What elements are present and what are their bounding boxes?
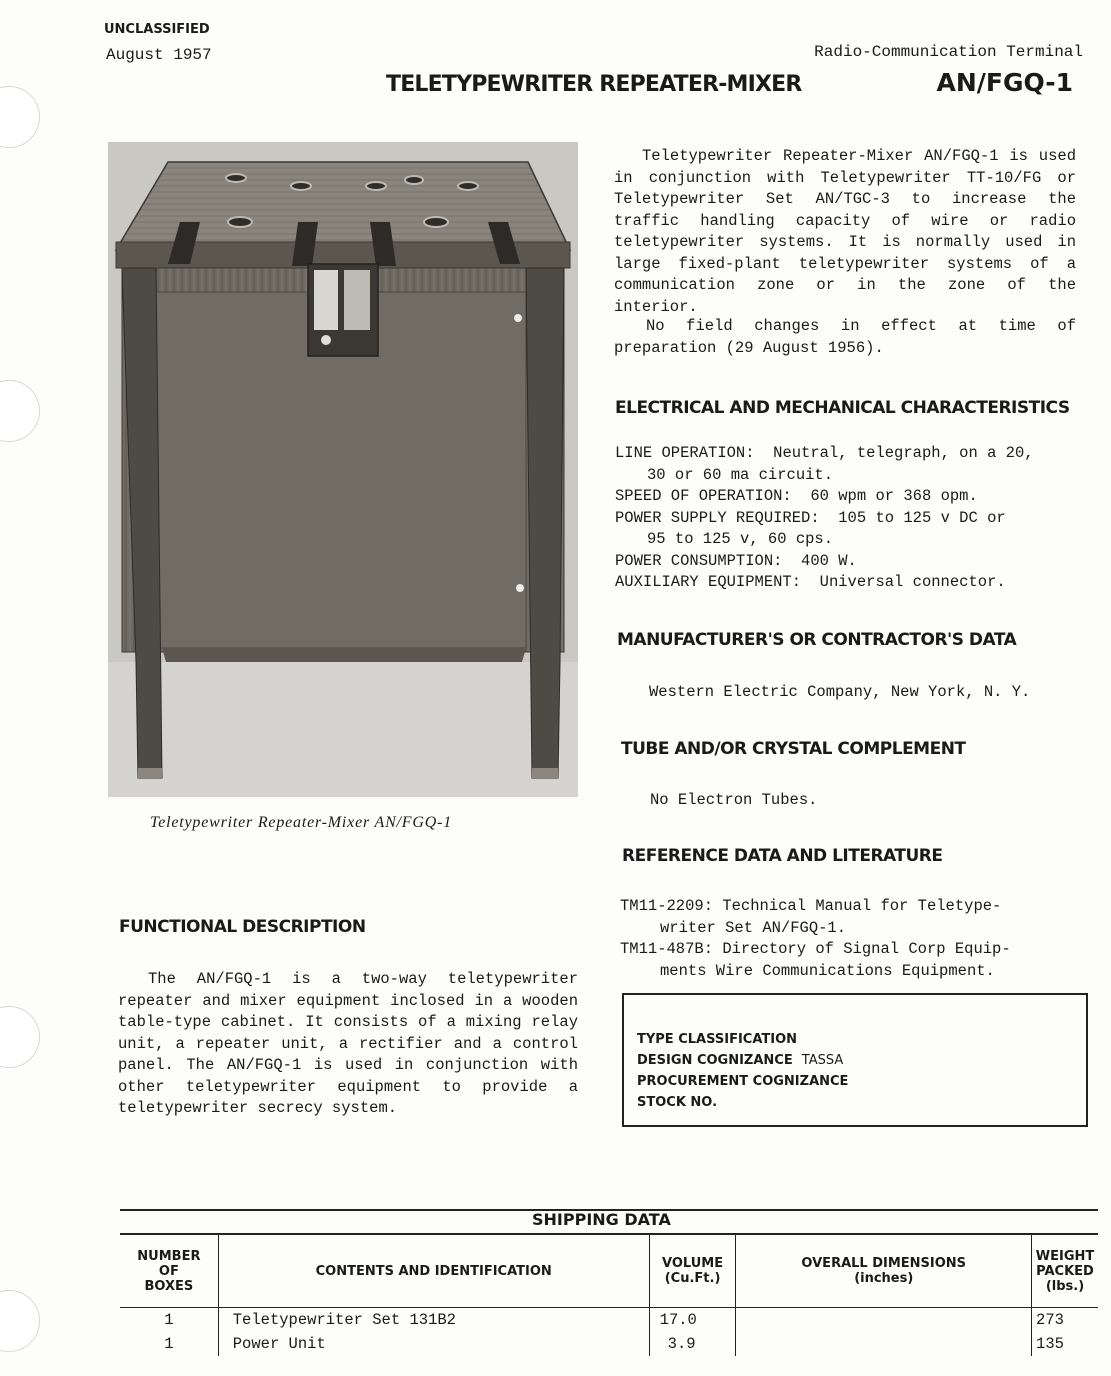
functional-heading: FUNCTIONAL DESCRIPTION bbox=[119, 917, 366, 937]
stock-number-label: STOCK NO. bbox=[637, 1095, 718, 1110]
reference-list bbox=[620, 896, 1090, 982]
cell-dimensions bbox=[736, 1332, 1032, 1356]
punch-hole bbox=[0, 380, 40, 442]
tubes-heading: TUBE AND/OR CRYSTAL COMPLEMENT bbox=[621, 739, 966, 759]
reference-item: TM11-2209: Technical Manual for Teletype- writer Set AN/FGQ-1. bbox=[620, 897, 1002, 937]
design-cognizance-row: DESIGN COGNIZANCE TASSA bbox=[637, 1053, 844, 1068]
intro-paragraph: Teletypewriter Repeater-Mixer AN/FGQ-1 is used in conjunction with Teletypewriter TT-10/FG or Teletypewriter Set AN/TGC-3 to increase the traffic handling capacity of wire or radio teletypewriter systems. It is normally used in large fixed-plant teletypewriter systems of a communication zone or in the zone of the interior. bbox=[614, 147, 1076, 316]
spec-power-supply: POWER SUPPLY REQUIRED: 105 to 125 v DC or 95 to 125 v, 60 cps. bbox=[615, 508, 1006, 548]
equipment-photo bbox=[108, 142, 578, 797]
col-number-boxes: NUMBER OF BOXES bbox=[120, 1235, 218, 1308]
publication-date: August 1957 bbox=[106, 46, 212, 64]
functional-text: The AN/FGQ-1 is a two-way teletypewriter repeater and mixer equipment inclosed in a wooden table-type cabinet. It consists of a mixing relay unit, a repeater unit, a rectifier and a control panel. The AN/FGQ-1 is used in conjunction with other teletypewriter equipment to provide a teletypewriter secrecy system. bbox=[118, 970, 578, 1117]
cell-number: 1 bbox=[164, 1335, 174, 1353]
punch-hole bbox=[0, 1006, 40, 1068]
shipping-table bbox=[120, 1235, 1098, 1356]
col-contents: CONTENTS AND IDENTIFICATION bbox=[218, 1235, 649, 1308]
photo-caption: Teletypewriter Repeater-Mixer AN/FGQ-1 bbox=[150, 814, 453, 831]
manufacturer-heading: MANUFACTURER'S OR CONTRACTOR'S DATA bbox=[617, 630, 1017, 650]
equipment-category: Radio-Communication Terminal bbox=[814, 43, 1083, 61]
reference-item: TM11-487B: Directory of Signal Corp Equip- ments Wire Communications Equipment. bbox=[620, 940, 1011, 980]
table-row bbox=[120, 1332, 1098, 1356]
table-row bbox=[120, 1308, 1098, 1333]
cell-contents: Teletypewriter Set 131B2 bbox=[218, 1308, 649, 1333]
type-classification-label: TYPE CLASSIFICATION bbox=[637, 1032, 798, 1047]
cell-weight: 273 bbox=[1032, 1308, 1098, 1333]
punch-hole bbox=[0, 1290, 40, 1352]
design-cognizance-value: TASSA bbox=[801, 1053, 844, 1068]
cell-volume: 3.9 bbox=[649, 1332, 736, 1356]
spec-line-operation: LINE OPERATION: Neutral, telegraph, on a 20, 30 or 60 ma circuit. bbox=[615, 444, 1034, 484]
spec-speed: SPEED OF OPERATION: 60 wpm or 368 opm. bbox=[615, 487, 978, 505]
cell-contents: Power Unit bbox=[218, 1332, 649, 1356]
equipment-designation: AN/FGQ-1 bbox=[936, 68, 1073, 97]
electrical-heading: ELECTRICAL AND MECHANICAL CHARACTERISTICS bbox=[615, 398, 1070, 418]
cell-volume: 17.0 bbox=[649, 1308, 736, 1333]
classification-mark: UNCLASSIFIED bbox=[104, 22, 210, 37]
col-dimensions: OVERALL DIMENSIONS (inches) bbox=[736, 1235, 1032, 1308]
spec-auxiliary: AUXILIARY EQUIPMENT: Universal connector. bbox=[615, 573, 1006, 591]
punch-hole bbox=[0, 86, 40, 148]
cell-dimensions bbox=[736, 1308, 1032, 1333]
col-volume: VOLUME (Cu.Ft.) bbox=[649, 1235, 736, 1308]
cell-weight: 135 bbox=[1032, 1332, 1098, 1356]
cell-number: 1 bbox=[164, 1311, 174, 1329]
page-title: TELETYPEWRITER REPEATER-MIXER bbox=[386, 72, 802, 97]
col-weight: WEIGHT PACKED (lbs.) bbox=[1032, 1235, 1098, 1308]
procurement-cognizance-label: PROCUREMENT COGNIZANCE bbox=[637, 1074, 849, 1089]
field-changes-paragraph: No field changes in effect at time of preparation (29 August 1956). bbox=[614, 317, 1076, 357]
classification-box bbox=[622, 993, 1088, 1127]
shipping-title: SHIPPING DATA bbox=[532, 1210, 671, 1229]
reference-heading: REFERENCE DATA AND LITERATURE bbox=[622, 846, 943, 866]
tubes-text: No Electron Tubes. bbox=[650, 791, 818, 809]
electrical-list bbox=[615, 443, 1085, 594]
spec-power-consumption: POWER CONSUMPTION: 400 W. bbox=[615, 551, 857, 570]
manufacturer-text: Western Electric Company, New York, N. Y. bbox=[649, 683, 1031, 701]
